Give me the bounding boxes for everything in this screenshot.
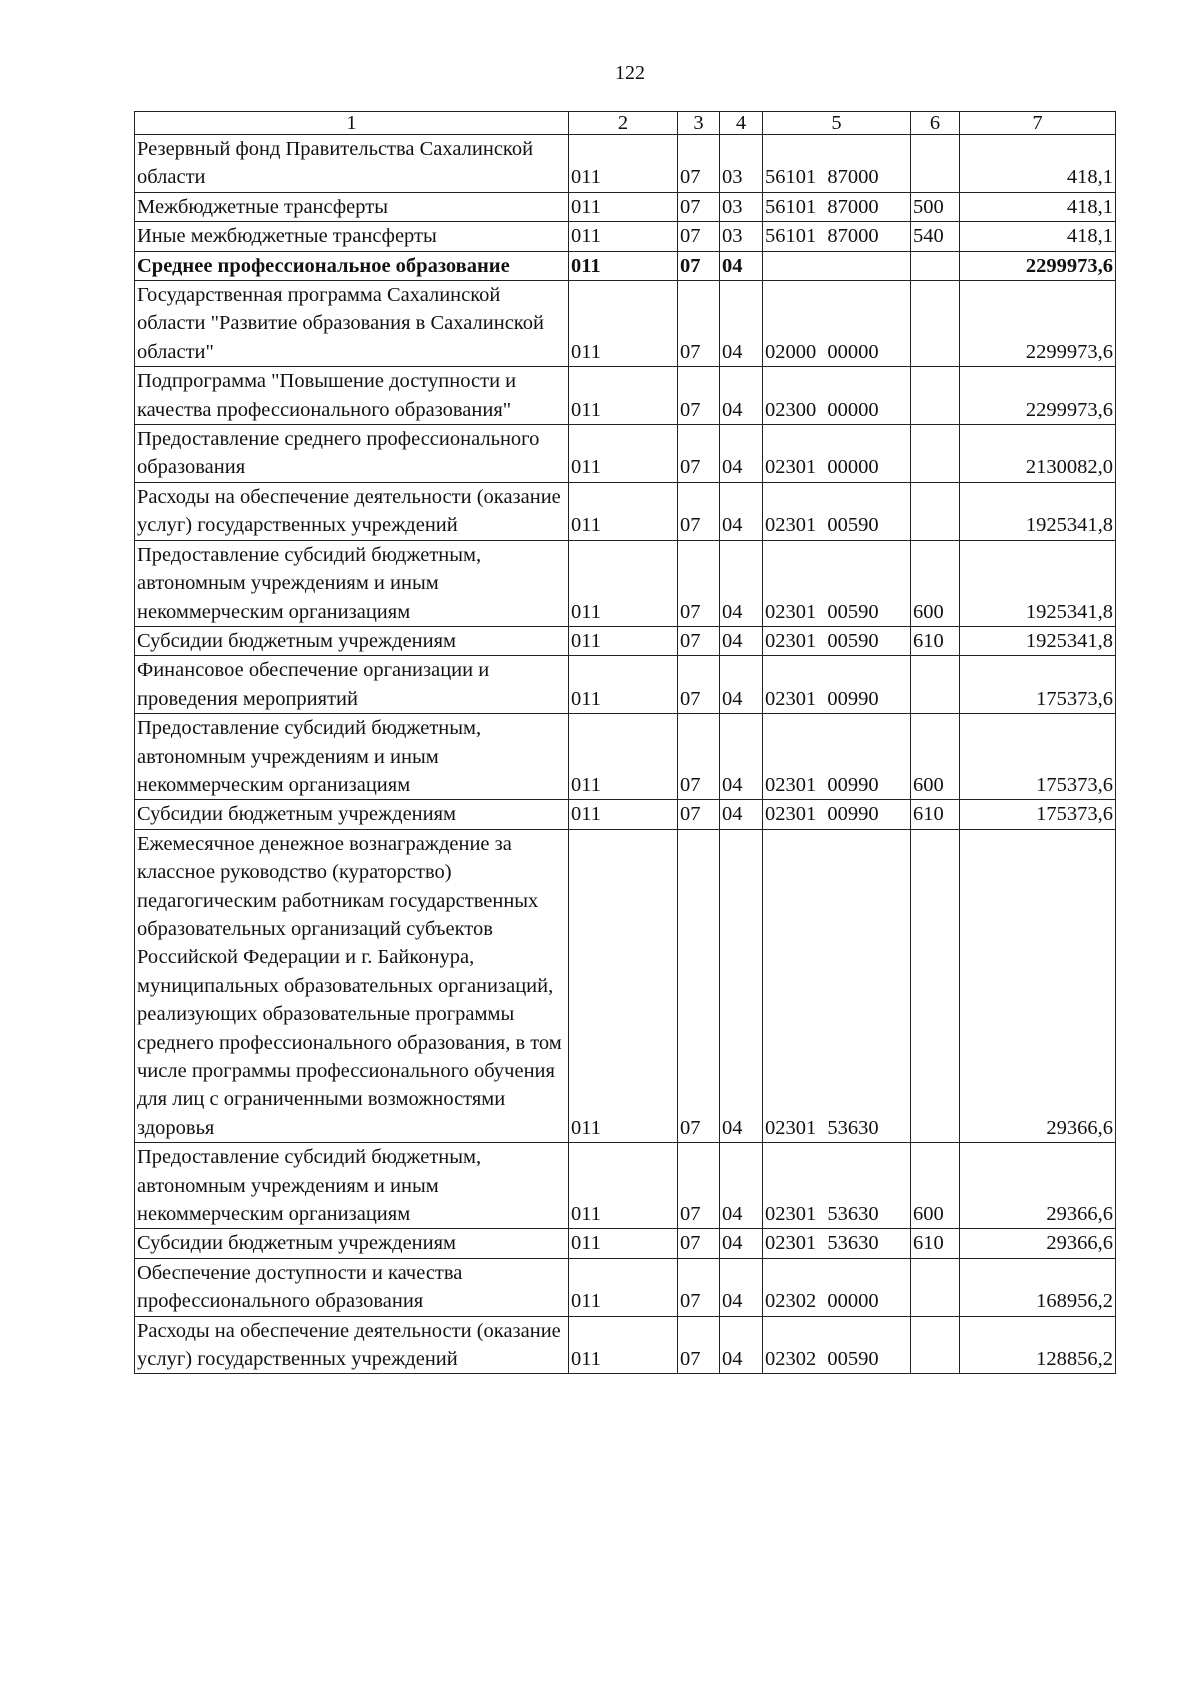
section-code-cell: 07 — [678, 714, 720, 800]
target-article-cell: 56101 87000 — [763, 135, 911, 193]
expense-type-cell: 610 — [911, 1229, 960, 1258]
section-code-cell: 07 — [678, 192, 720, 221]
section-code-cell: 07 — [678, 135, 720, 193]
subsection-code-cell: 04 — [720, 656, 763, 714]
subsection-code-cell: 04 — [720, 1143, 763, 1229]
subsection-code-cell: 04 — [720, 425, 763, 483]
subsection-code-cell: 04 — [720, 482, 763, 540]
expense-type-cell — [911, 829, 960, 1142]
expense-type-cell — [911, 425, 960, 483]
amount-cell: 2299973,6 — [960, 281, 1116, 367]
row-name-cell: Иные межбюджетные трансферты — [135, 222, 569, 251]
row-name-cell: Предоставление субсидий бюджетным, автономным учреждениям и иным некоммерческим организациям — [135, 540, 569, 626]
amount-cell: 175373,6 — [960, 656, 1116, 714]
ministry-code-cell: 011 — [569, 714, 678, 800]
subsection-code-cell: 04 — [720, 626, 763, 655]
table-row — [135, 425, 1116, 483]
expense-type-cell: 610 — [911, 800, 960, 829]
column-header: 4 — [720, 112, 763, 135]
table-row — [135, 656, 1116, 714]
section-code-cell: 07 — [678, 251, 720, 280]
budget-table — [134, 111, 1116, 1374]
section-code-cell: 07 — [678, 367, 720, 425]
ministry-code-cell: 011 — [569, 482, 678, 540]
target-article-cell: 02301 00590 — [763, 482, 911, 540]
table-row — [135, 714, 1116, 800]
row-name-cell: Расходы на обеспечение деятельности (оказание услуг) государственных учреждений — [135, 1316, 569, 1374]
section-code-cell: 07 — [678, 1143, 720, 1229]
expense-type-cell: 600 — [911, 1143, 960, 1229]
subsection-code-cell: 04 — [720, 1316, 763, 1374]
column-header: 2 — [569, 112, 678, 135]
row-name-cell: Межбюджетные трансферты — [135, 192, 569, 221]
amount-cell: 168956,2 — [960, 1258, 1116, 1316]
subsection-code-cell: 04 — [720, 800, 763, 829]
column-header: 1 — [135, 112, 569, 135]
ministry-code-cell: 011 — [569, 251, 678, 280]
subsection-code-cell: 03 — [720, 192, 763, 221]
ministry-code-cell: 011 — [569, 656, 678, 714]
ministry-code-cell: 011 — [569, 1316, 678, 1374]
row-name-cell: Предоставление субсидий бюджетным, автономным учреждениям и иным некоммерческим организациям — [135, 1143, 569, 1229]
ministry-code-cell: 011 — [569, 192, 678, 221]
target-article-cell: 02301 53630 — [763, 829, 911, 1142]
target-article-cell: 56101 87000 — [763, 222, 911, 251]
target-article-cell: 56101 87000 — [763, 192, 911, 221]
section-code-cell: 07 — [678, 626, 720, 655]
expense-type-cell: 500 — [911, 192, 960, 221]
section-code-cell: 07 — [678, 482, 720, 540]
ministry-code-cell: 011 — [569, 1229, 678, 1258]
amount-cell: 128856,2 — [960, 1316, 1116, 1374]
amount-cell: 2299973,6 — [960, 251, 1116, 280]
row-name-cell: Предоставление субсидий бюджетным, автономным учреждениям и иным некоммерческим организациям — [135, 714, 569, 800]
subsection-code-cell: 04 — [720, 829, 763, 1142]
subsection-code-cell: 04 — [720, 251, 763, 280]
target-article-cell: 02000 00000 — [763, 281, 911, 367]
amount-cell: 1925341,8 — [960, 540, 1116, 626]
table-row — [135, 1316, 1116, 1374]
column-header: 3 — [678, 112, 720, 135]
table-row — [135, 800, 1116, 829]
amount-cell: 29366,6 — [960, 1143, 1116, 1229]
section-code-cell: 07 — [678, 656, 720, 714]
row-name-cell: Подпрограмма "Повышение доступности и качества профессионального образования" — [135, 367, 569, 425]
subsection-code-cell: 04 — [720, 714, 763, 800]
expense-type-cell: 600 — [911, 714, 960, 800]
expense-type-cell — [911, 367, 960, 425]
amount-cell: 175373,6 — [960, 714, 1116, 800]
section-code-cell: 07 — [678, 1229, 720, 1258]
subsection-code-cell: 04 — [720, 367, 763, 425]
target-article-cell: 02300 00000 — [763, 367, 911, 425]
subsection-code-cell: 04 — [720, 1258, 763, 1316]
amount-cell: 2299973,6 — [960, 367, 1116, 425]
subsection-code-cell: 04 — [720, 540, 763, 626]
expense-type-cell: 610 — [911, 626, 960, 655]
target-article-cell — [763, 251, 911, 280]
amount-cell: 29366,6 — [960, 829, 1116, 1142]
subsection-code-cell: 04 — [720, 1229, 763, 1258]
ministry-code-cell: 011 — [569, 800, 678, 829]
ministry-code-cell: 011 — [569, 829, 678, 1142]
row-name-cell: Ежемесячное денежное вознаграждение за классное руководство (кураторство) педагогическим работникам государственных образовательных организаций субъектов Российской Федерации и г. Байконура, муниципальных образовательных организаций, реализующих образовательные программы среднего профессионального образования, в том числе программы профессионального обучения для лиц с ограниченными возможностями здоровья — [135, 829, 569, 1142]
expense-type-cell — [911, 482, 960, 540]
section-code-cell: 07 — [678, 281, 720, 367]
ministry-code-cell: 011 — [569, 425, 678, 483]
table-row — [135, 829, 1116, 1142]
section-code-cell: 07 — [678, 829, 720, 1142]
table-row — [135, 222, 1116, 251]
expense-type-cell — [911, 656, 960, 714]
ministry-code-cell: 011 — [569, 1143, 678, 1229]
table-row — [135, 1258, 1116, 1316]
table-row — [135, 626, 1116, 655]
row-name-cell: Субсидии бюджетным учреждениям — [135, 800, 569, 829]
ministry-code-cell: 011 — [569, 281, 678, 367]
table-row — [135, 281, 1116, 367]
ministry-code-cell: 011 — [569, 540, 678, 626]
target-article-cell: 02302 00590 — [763, 1316, 911, 1374]
amount-cell: 29366,6 — [960, 1229, 1116, 1258]
header-row — [135, 112, 1116, 135]
ministry-code-cell: 011 — [569, 222, 678, 251]
column-header: 5 — [763, 112, 911, 135]
row-name-cell: Среднее профессиональное образование — [135, 251, 569, 280]
section-code-cell: 07 — [678, 1316, 720, 1374]
table-row — [135, 135, 1116, 193]
ministry-code-cell: 011 — [569, 135, 678, 193]
expense-type-cell — [911, 1316, 960, 1374]
row-name-cell: Предоставление среднего профессионального образования — [135, 425, 569, 483]
row-name-cell: Субсидии бюджетным учреждениям — [135, 1229, 569, 1258]
column-header: 7 — [960, 112, 1116, 135]
subsection-code-cell: 03 — [720, 222, 763, 251]
row-name-cell: Финансовое обеспечение организации и проведения мероприятий — [135, 656, 569, 714]
amount-cell: 418,1 — [960, 135, 1116, 193]
subsection-code-cell: 03 — [720, 135, 763, 193]
target-article-cell: 02301 00590 — [763, 540, 911, 626]
target-article-cell: 02301 00990 — [763, 656, 911, 714]
amount-cell: 175373,6 — [960, 800, 1116, 829]
table-row — [135, 540, 1116, 626]
expense-type-cell — [911, 281, 960, 367]
target-article-cell: 02301 00590 — [763, 626, 911, 655]
target-article-cell: 02301 00990 — [763, 714, 911, 800]
section-code-cell: 07 — [678, 540, 720, 626]
target-article-cell: 02301 53630 — [763, 1143, 911, 1229]
section-code-cell: 07 — [678, 800, 720, 829]
section-code-cell: 07 — [678, 222, 720, 251]
amount-cell: 1925341,8 — [960, 482, 1116, 540]
table-row — [135, 192, 1116, 221]
table-row — [135, 482, 1116, 540]
expense-type-cell — [911, 1258, 960, 1316]
amount-cell: 418,1 — [960, 222, 1116, 251]
target-article-cell: 02301 00990 — [763, 800, 911, 829]
section-code-cell: 07 — [678, 425, 720, 483]
expense-type-cell — [911, 251, 960, 280]
column-header: 6 — [911, 112, 960, 135]
amount-cell: 2130082,0 — [960, 425, 1116, 483]
row-name-cell: Резервный фонд Правительства Сахалинской области — [135, 135, 569, 193]
table-row — [135, 251, 1116, 280]
row-name-cell: Субсидии бюджетным учреждениям — [135, 626, 569, 655]
target-article-cell: 02301 53630 — [763, 1229, 911, 1258]
target-article-cell: 02302 00000 — [763, 1258, 911, 1316]
target-article-cell: 02301 00000 — [763, 425, 911, 483]
table-row — [135, 367, 1116, 425]
table-row — [135, 1229, 1116, 1258]
amount-cell: 1925341,8 — [960, 626, 1116, 655]
ministry-code-cell: 011 — [569, 367, 678, 425]
amount-cell: 418,1 — [960, 192, 1116, 221]
page-number: 122 — [615, 62, 645, 84]
table-row — [135, 1143, 1116, 1229]
row-name-cell: Расходы на обеспечение деятельности (оказание услуг) государственных учреждений — [135, 482, 569, 540]
section-code-cell: 07 — [678, 1258, 720, 1316]
ministry-code-cell: 011 — [569, 1258, 678, 1316]
row-name-cell: Государственная программа Сахалинской области "Развитие образования в Сахалинской области" — [135, 281, 569, 367]
row-name-cell: Обеспечение доступности и качества профессионального образования — [135, 1258, 569, 1316]
expense-type-cell — [911, 135, 960, 193]
subsection-code-cell: 04 — [720, 281, 763, 367]
expense-type-cell: 540 — [911, 222, 960, 251]
ministry-code-cell: 011 — [569, 626, 678, 655]
expense-type-cell: 600 — [911, 540, 960, 626]
